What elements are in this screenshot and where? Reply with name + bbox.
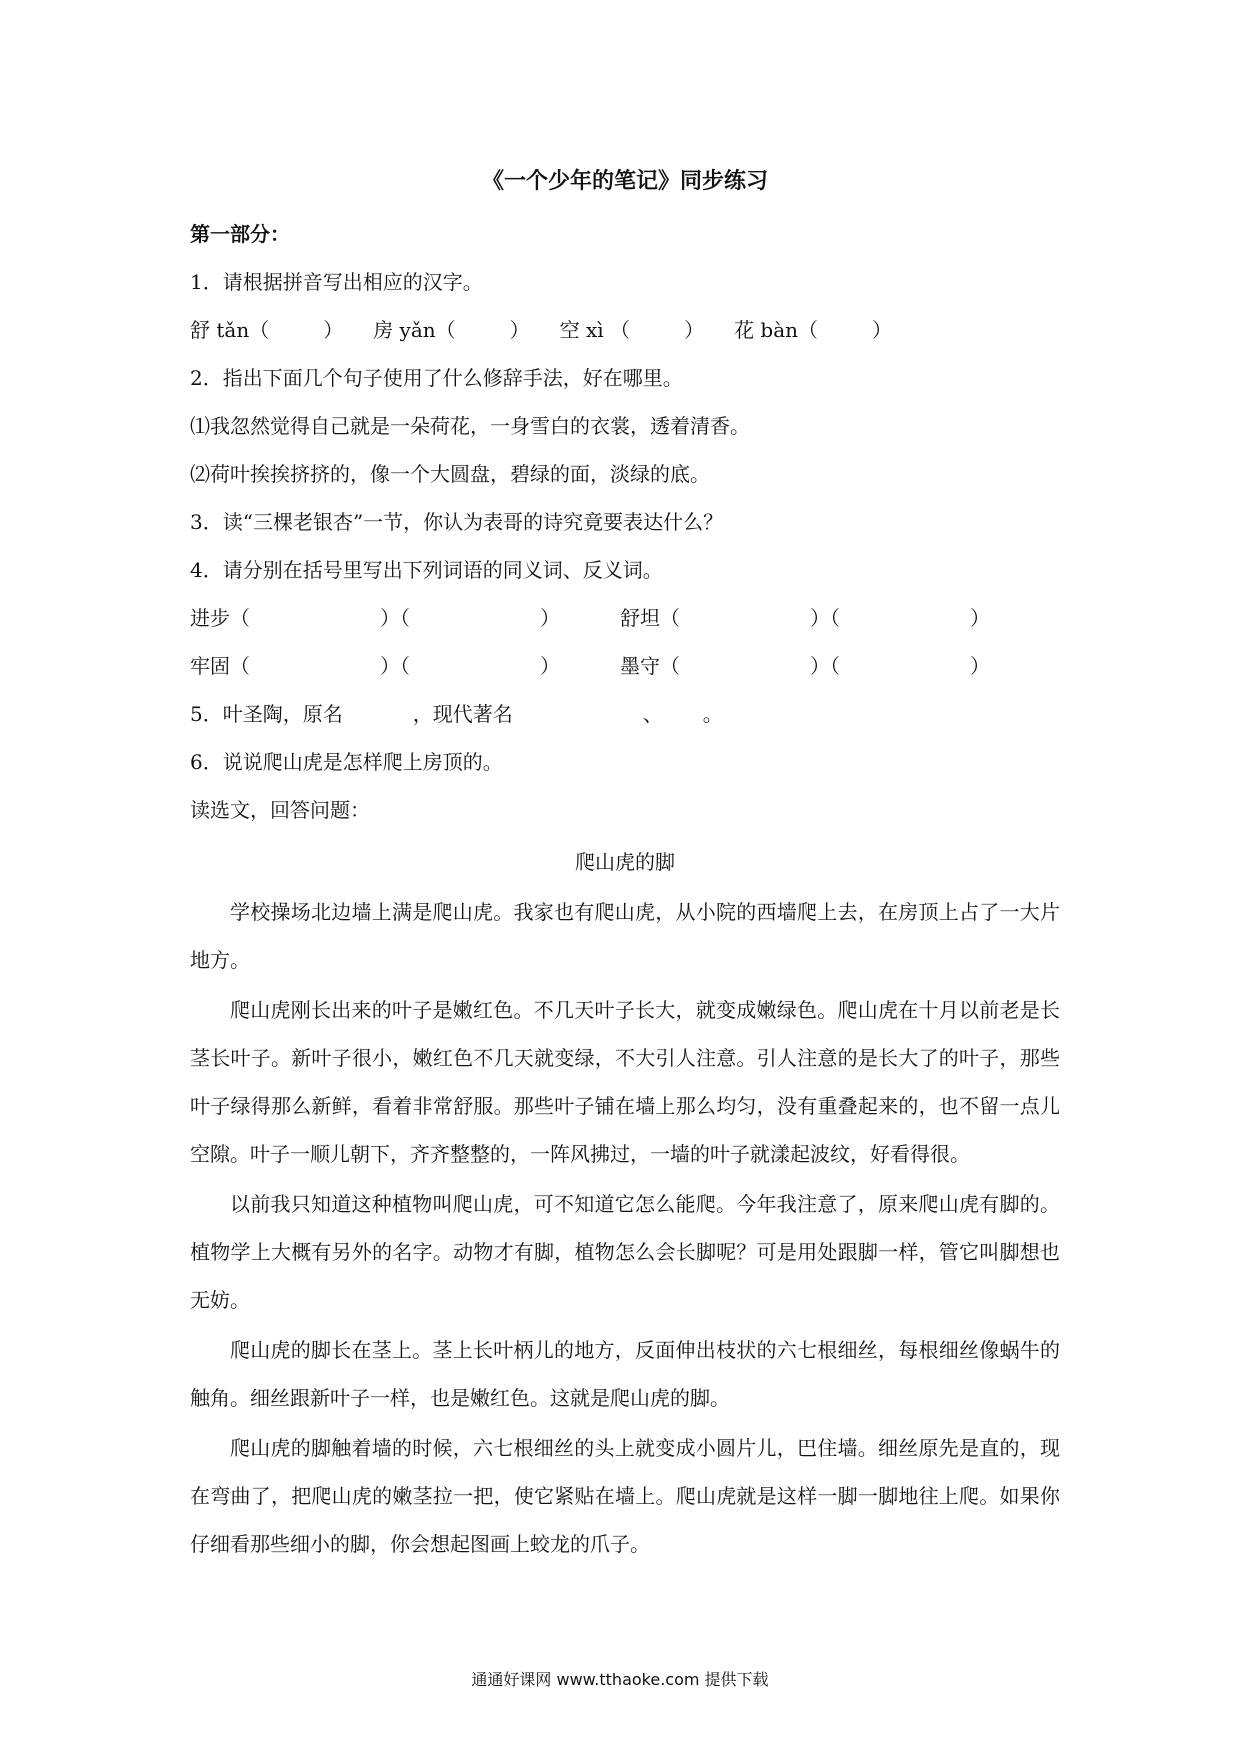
- pinyin-item-1: [190, 306, 343, 354]
- answer-blank: [690, 594, 800, 642]
- question-5-part-4: 。: [702, 702, 723, 726]
- document-content: [190, 160, 1060, 1570]
- answer-blank: [850, 594, 960, 642]
- pinyin-row: [190, 306, 1060, 354]
- pinyin-close-3: ）: [684, 318, 705, 342]
- question-6: 6．说说爬山虎是怎样爬上房顶的。: [190, 750, 503, 774]
- question-5-part-2: ，现代著名: [412, 702, 513, 726]
- pinyin-label-4: 花 bàn（: [734, 318, 819, 342]
- question-3: 3．读“三棵老银杏”一节，你认为表哥的诗究竟要表达什么？: [190, 510, 724, 534]
- question-2-sentence-1: ⑴我忽然觉得自己就是一朵荷花，一身雪白的衣裳，透着清香。: [190, 414, 750, 438]
- answer-blank: [828, 306, 862, 354]
- passage-title: 爬山虎的脚: [575, 850, 675, 874]
- passage-paragraph-3: 以前我只知道这种植物叫爬山虎，可不知道它怎么能爬。今年我注意了，原来爬山虎有脚的。植物学上大概有另外的名字。动物才有脚，植物怎么会长脚呢？可是用处跟脚一样，管它叫脚想也无妨。: [190, 1192, 1060, 1312]
- word-cell-3: [190, 642, 560, 690]
- paren-close: ）: [540, 654, 560, 678]
- pinyin-item-4: [734, 306, 892, 354]
- pinyin-close-4: ）: [872, 318, 893, 342]
- passage-paragraph-5: 爬山虎的脚触着墙的时候，六七根细丝的头上就变成小圆片儿，巴住墙。细丝原先是直的，现在弯曲了，把爬山虎的嫩茎拉一把，使它紧贴在墙上。爬山虎就是这样一脚一脚地往上爬。如果你仔细看那些细小的脚，你会想起图画上蛟龙的爪子。: [190, 1436, 1060, 1556]
- question-5-part-1: 5．叶圣陶，原名: [190, 702, 343, 726]
- pinyin-label-3: 空 xì （: [559, 318, 631, 342]
- word-cell-4: [620, 642, 990, 690]
- word-row-2: [190, 642, 1060, 690]
- answer-blank: [690, 642, 800, 690]
- question-4: 4．请分别在括号里写出下列词语的同义词、反义词。: [190, 558, 663, 582]
- pinyin-item-2: [373, 306, 529, 354]
- word-row-1: [190, 594, 1060, 642]
- answer-blank: [279, 306, 313, 354]
- paren-separator: ）（: [810, 606, 840, 630]
- pinyin-label-1: 舒 tǎn（: [190, 318, 270, 342]
- pinyin-close-1: ）: [323, 318, 344, 342]
- passage-paragraph-1: 学校操场北边墙上满是爬山虎。我家也有爬山虎，从小院的西墙爬上去，在房顶上占了一大片地方。: [190, 900, 1060, 972]
- pinyin-label-2: 房 yǎn（: [373, 318, 456, 342]
- question-2: 2．指出下面几个句子使用了什么修辞手法，好在哪里。: [190, 366, 683, 390]
- answer-blank: [466, 306, 500, 354]
- reading-prompt: 读选文，回答问题：: [190, 798, 370, 822]
- document-title: 《一个少年的笔记》同步练习: [481, 169, 768, 194]
- question-5: [190, 690, 1060, 738]
- answer-blank: [420, 594, 530, 642]
- question-5-part-3: 、: [642, 702, 663, 726]
- paren-separator: ）（: [380, 654, 410, 678]
- word-label: 牢固（: [190, 654, 250, 678]
- section-heading: 第一部分：: [190, 222, 290, 246]
- answer-blank: [850, 642, 960, 690]
- word-cell-1: [190, 594, 560, 642]
- question-1: 1．请根据拼音写出相应的汉字。: [190, 270, 483, 294]
- paren-close: ）: [540, 606, 560, 630]
- passage-paragraph-4: 爬山虎的脚长在茎上。茎上长叶柄儿的地方，反面伸出枝状的六七根细丝，每根细丝像蜗牛的触角。细丝跟新叶子一样，也是嫩红色。这就是爬山虎的脚。: [190, 1338, 1060, 1410]
- question-2-sentence-2: ⑵荷叶挨挨挤挤的，像一个大圆盘，碧绿的面，淡绿的底。: [190, 462, 710, 486]
- paren-close: ）: [970, 654, 990, 678]
- answer-blank: [260, 642, 370, 690]
- paren-separator: ）（: [810, 654, 840, 678]
- word-label: 舒坦（: [620, 606, 680, 630]
- pinyin-close-2: ）: [509, 318, 530, 342]
- word-label: 墨守（: [620, 654, 680, 678]
- footer-text: 通通好课网 www.tthaoke.com 提供下载: [471, 1670, 769, 1689]
- pinyin-item-3: [560, 306, 704, 354]
- passage-paragraph-2: 爬山虎刚长出来的叶子是嫩红色。不几天叶子长大，就变成嫩绿色。爬山虎在十月以前老是长茎长叶子。新叶子很小，嫩红色不几天就变绿，不大引人注意。引人注意的是长大了的叶子，那些叶子绿得那么新鲜，看着非常舒服。那些叶子铺在墙上那么均匀，没有重叠起来的，也不留一点儿空隙。叶子一顺儿朝下，齐齐整整的，一阵风拂过，一墙的叶子就漾起波纹，好看得很。: [190, 998, 1060, 1166]
- paren-close: ）: [970, 606, 990, 630]
- answer-blank: [640, 306, 674, 354]
- word-label: 进步（: [190, 606, 250, 630]
- word-cell-2: [620, 594, 990, 642]
- answer-blank: [260, 594, 370, 642]
- paren-separator: ）（: [380, 606, 410, 630]
- answer-blank: [420, 642, 530, 690]
